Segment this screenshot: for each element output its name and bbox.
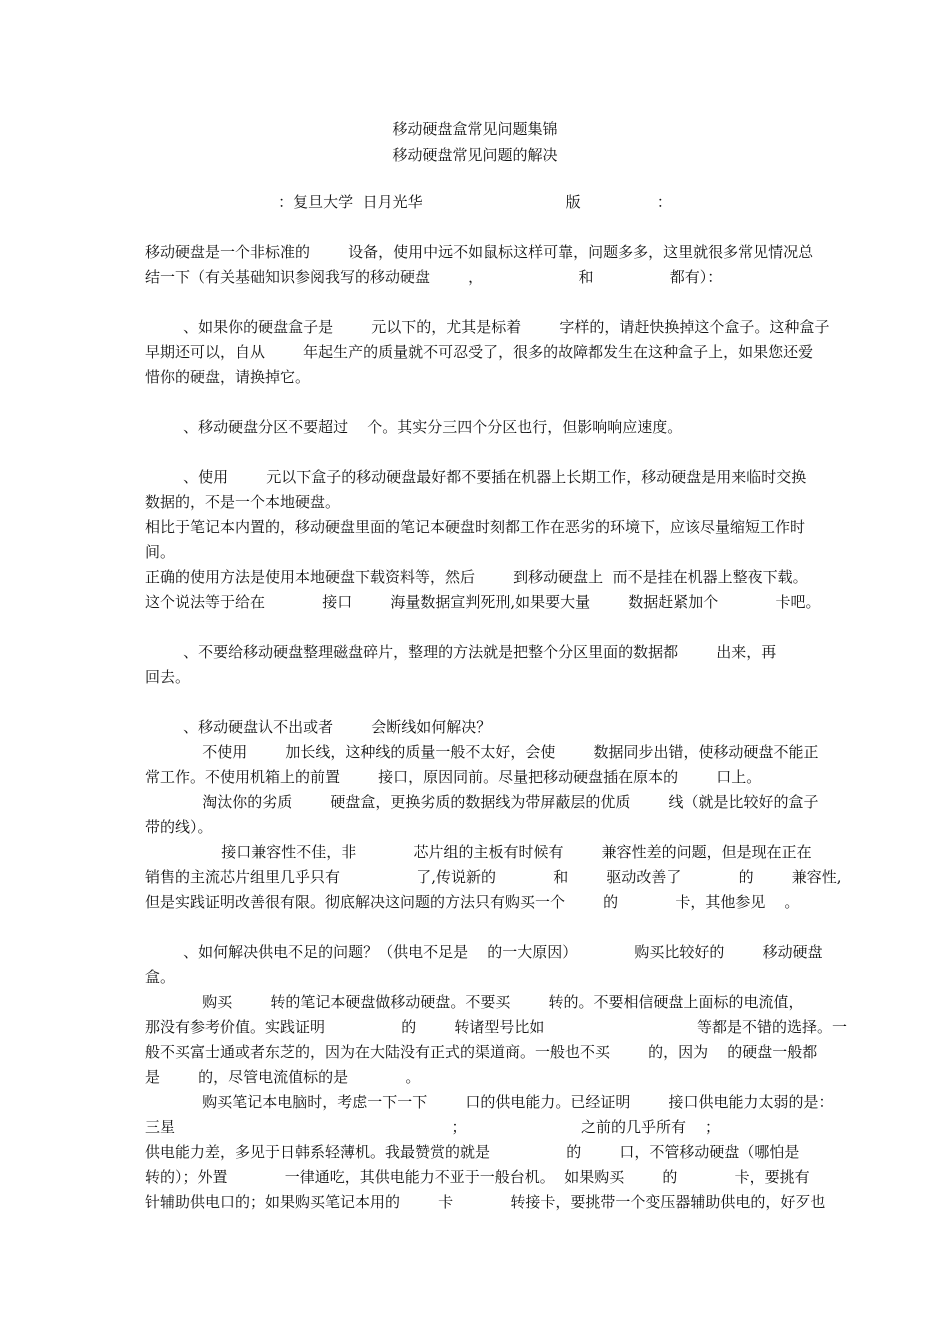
body-line: 针辅助供电口的；如果购买笔记本用的 卡 转接卡，要挑带一个变压器辅助供电的，好歹也: [145, 1193, 826, 1211]
body-line: 购买笔记本电脑时，考虑一下一下 口的供电能力。已经证明 接口供电能力太弱的是：: [145, 1093, 834, 1111]
body-line: 、如果你的硬盘盒子是 元以下的，尤其是标着 字样的，请赶快换掉这个盒子。这种盒子: [145, 318, 830, 336]
body-line: 般不买富士通或者东芝的，因为在大陆没有正式的渠道商。一般也不买 的，因为 的硬盘一般都: [145, 1043, 818, 1061]
body-line: 带的线）。: [145, 818, 213, 836]
body-line: 、移动硬盘分区不要超过 个。其实分三四个分区也行，但影响响应速度。: [145, 418, 683, 436]
body-line: 供电能力差，多见于日韩系轻薄机。我最赞赏的就是 的 口，不管移动硬盘（哪怕是: [145, 1143, 800, 1161]
body-line: 早期还可以，自从 年起生产的质量就不可忍受了，很多的故障都发生在这种盒子上，如果您还爱: [145, 343, 814, 361]
body-line: 、移动硬盘认不出或者 会断线如何解决？: [145, 718, 492, 736]
body-line: 常工作。不使用机箱上的前置 接口，原因同前。尽量把移动硬盘插在原本的 口上。: [145, 768, 762, 786]
body-line: 惜你的硬盘，请换掉它。: [145, 368, 311, 386]
document-byline: ：复旦大学 日月光华 版 ：: [278, 193, 672, 211]
body-line: 结一下（有关基础知识参阅我写的移动硬盘 ， 和 都有）：: [145, 268, 723, 286]
body-line: 、如何解决供电不足的问题？（供电不足是 的一大原因） 购买比较好的 移动硬盘: [145, 943, 823, 961]
document-subtitle: 移动硬盘常见问题的解决: [392, 146, 558, 164]
body-line: 是 的，尽管电流值标的是 。: [145, 1068, 421, 1086]
body-line: 间。: [145, 543, 176, 561]
body-line: 盒。: [145, 968, 176, 986]
body-line: 销售的主流芯片组里几乎只有 了,传说新的 和 驱动改善了 的 兼容性,: [145, 868, 842, 886]
body-line: 、不要给移动硬盘整理磁盘碎片，整理的方法就是把整个分区里面的数据都 出来，再: [145, 643, 777, 661]
body-line: 但是实践证明改善很有限。彻底解决这问题的方法只有购买一个 的 卡，其他参见 。: [145, 893, 800, 911]
body-line: 三星 ； 之前的几乎所有 ；: [145, 1118, 721, 1136]
body-line: 移动硬盘是一个非标准的 设备，使用中远不如鼠标这样可靠，问题多多，这里就很多常见情况总: [145, 243, 814, 261]
body-line: 这个说法等于给在 接口 海量数据宣判死刑,如果要大量 数据赶紧加个 卡吧。: [145, 593, 821, 611]
body-line: 不使用 加长线，这种线的质量一般不太好，会使 数据同步出错，使移动硬盘不能正: [145, 743, 819, 761]
body-line: 那没有参考价值。实践证明 的 转诸型号比如 等都是不错的选择。一: [145, 1018, 848, 1036]
body-line: 接口兼容性不佳，非 芯片组的主板有时候有 兼容性差的问题，但是现在正在: [145, 843, 812, 861]
document-title: 移动硬盘盒常见问题集锦: [392, 120, 558, 138]
body-line: 、使用 元以下盒子的移动硬盘最好都不要插在机器上长期工作，移动硬盘是用来临时交换: [145, 468, 807, 486]
body-line: 数据的，不是一个本地硬盘。: [145, 493, 341, 511]
body-line: 相比于笔记本内置的，移动硬盘里面的笔记本硬盘时刻都工作在恶劣的环境下，应该尽量缩短工作时: [145, 518, 806, 536]
body-line: 回去。: [145, 668, 191, 686]
body-line: 淘汰你的劣质 硬盘盒，更换劣质的数据线为带屏蔽层的优质 线（就是比较好的盒子: [145, 793, 819, 811]
body-line: 转的）；外置 一律通吃，其供电能力不亚于一般台机。 如果购买 的 卡，要挑有: [145, 1168, 810, 1186]
body-line: 正确的使用方法是使用本地硬盘下载资料等，然后 到移动硬盘上 而不是挂在机器上整夜下载。: [145, 568, 808, 586]
body-line: 购买 转的笔记本硬盘做移动硬盘。不要买 转的。不要相信硬盘上面标的电流值，: [145, 993, 804, 1011]
